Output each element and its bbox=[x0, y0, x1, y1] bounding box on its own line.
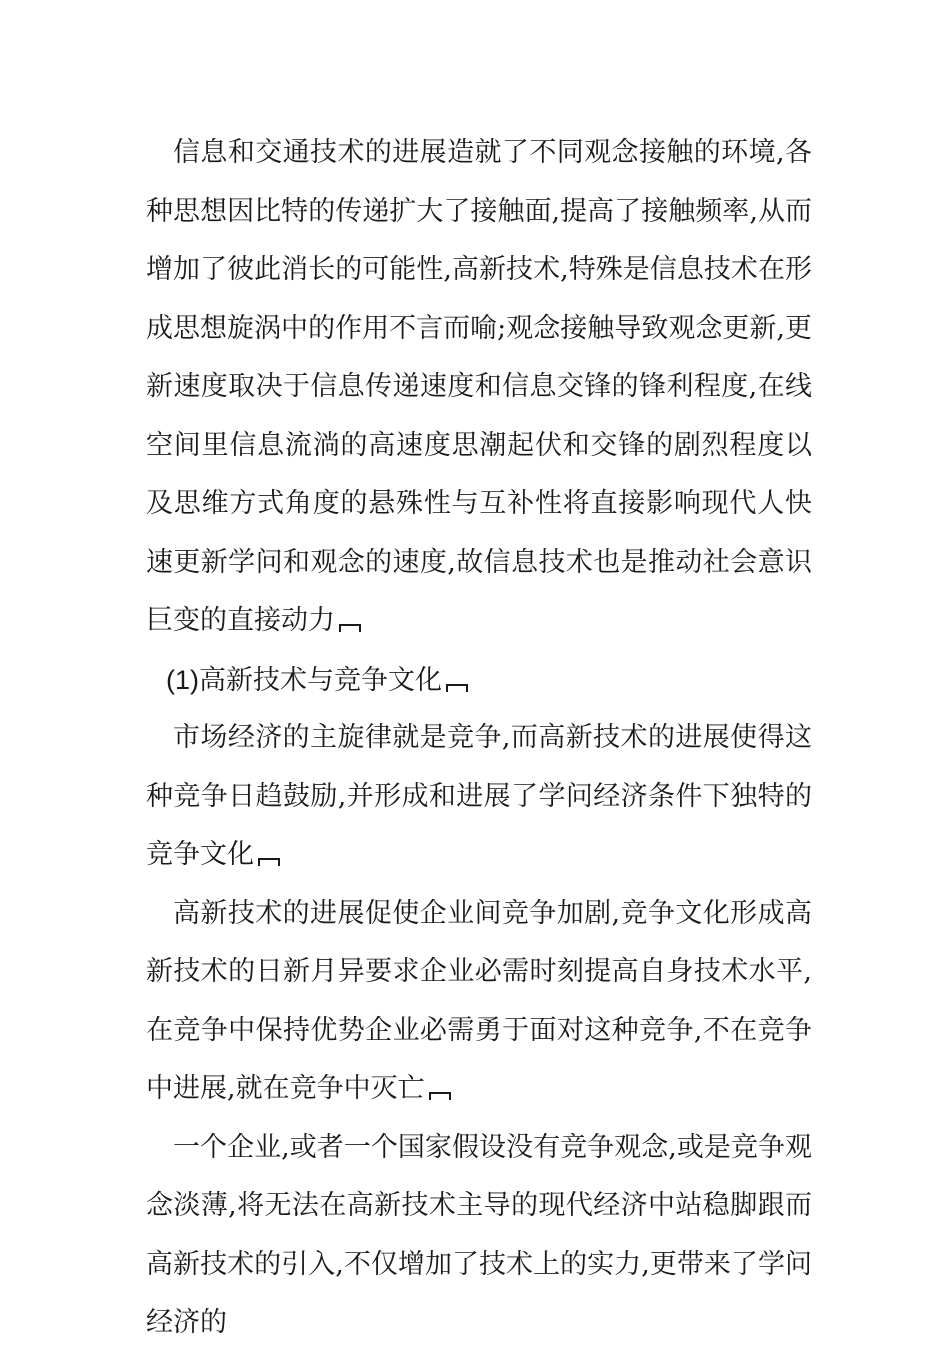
heading-text: (1)高新技术与竞争文化 bbox=[166, 664, 442, 695]
paragraph-mark-icon bbox=[338, 621, 362, 633]
paragraph-text: 市场经济的主旋律就是竞争,而高新技术的进展使得这种竞争日趋鼓励,并形成和进展了学问经济条件下独特的竞争文化 bbox=[146, 722, 812, 870]
section-heading-competition-culture bbox=[146, 651, 812, 710]
paragraph-text: 高新技术的进展促使企业间竞争加剧,竞争文化形成高新技术的日新月异要求企业必需时刻提高自身技术水平,在竞争中保持优势企业必需勇于面对这种竞争,不在竞争中进展,就在竞争中灭亡 bbox=[146, 897, 812, 1104]
paragraph-info-tech bbox=[146, 124, 812, 651]
paragraph-text: 一个企业,或者一个国家假设没有竞争观念,或是竞争观念淡薄,将无法在高新技术主导的现代经济中站稳脚跟而高新技术的引入,不仅增加了技术上的实力,更带来了学问经济的 bbox=[146, 1131, 812, 1338]
paragraph-mark-icon bbox=[445, 681, 469, 693]
paragraph-mark-icon bbox=[428, 1089, 452, 1101]
paragraph-text: 信息和交通技术的进展造就了不同观念接触的环境,各种思想因比特的传递扩大了接触面,提高了接触频率,从而增加了彼此消长的可能性,高新技术,特殊是信息技术在形成思想旋涡中的作用不言而喻;观念接触导致观念更新,更新速度取决于信息传递速度和信息交锋的锋利程度,在线空间里信息流淌的高速度思潮起伏和交锋的剧烈程度以及思维方式角度的悬殊性与互补性将直接影响现代人快速更新学问和观念的速度,故信息技术也是推动社会意识巨变的直接动力 bbox=[146, 137, 812, 636]
paragraph-market-economy bbox=[146, 709, 812, 885]
paragraph-enterprise-competition bbox=[146, 885, 812, 1119]
paragraph-competition-awareness bbox=[146, 1119, 812, 1353]
paragraph-mark-icon bbox=[257, 855, 281, 867]
document-body bbox=[146, 124, 812, 1353]
